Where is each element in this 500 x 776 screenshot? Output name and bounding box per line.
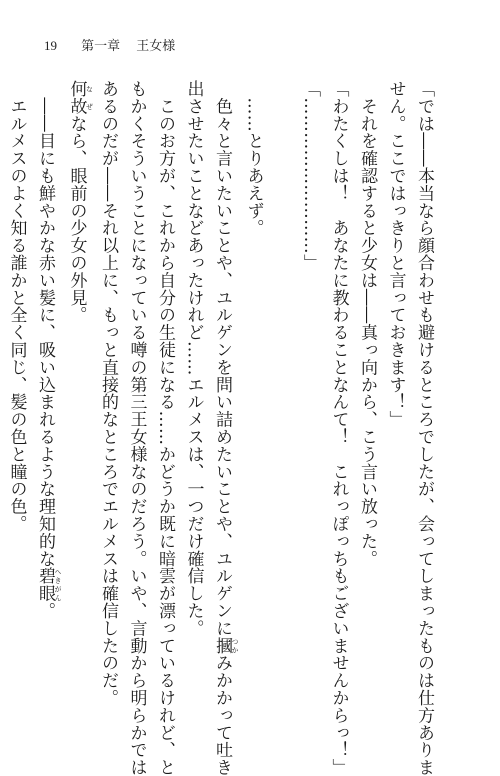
text-line: 「では――本当なら顔合わせも避けるところでしたが、会ってしまったものは仕方ありま xyxy=(414,80,434,776)
ruby-word xyxy=(212,636,239,655)
text-line xyxy=(0,80,2,670)
ruby-base: 摑 xyxy=(212,636,232,655)
text-span: ――目にも鮮やかな赤い髪に、吸い込まれるような理知的な xyxy=(35,80,55,568)
text-line-with-ruby xyxy=(208,80,240,776)
ruby-reading: へきがん xyxy=(54,567,62,602)
page-number: 19 xyxy=(44,38,57,53)
text-span: 色々と言いたいことや、ユルゲンを問い詰めたいことや、ユルゲンに xyxy=(212,80,232,637)
text-line: もかくそういうことになっている噂の第三王女様なのだろう。いや、言動から明らかでは xyxy=(126,80,147,776)
text-line: せん。ここではっきりと言っておきます！」 xyxy=(385,80,406,428)
running-header xyxy=(44,36,175,56)
text-line: エルメスのよく知る誰かと全く同じ、髪の色と瞳の色。 xyxy=(6,80,27,533)
text-span: なら、眼前の少女の外見。 xyxy=(66,114,87,324)
text-line: 「………………………」 xyxy=(300,80,320,272)
ruby-word xyxy=(66,80,94,115)
text-line-with-ruby xyxy=(62,80,94,670)
text-line: 出させたいことなどあったけれど……エルメスは、一つだけ確信した。 xyxy=(183,80,204,637)
text-line: それを確認すると少女は――真っ向から、こう言い放った。 xyxy=(357,80,377,568)
text-line: ……とりあえず。 xyxy=(243,80,264,237)
text-span: みかかって吐き xyxy=(212,654,232,776)
vertical-body-text xyxy=(0,80,438,776)
chapter-label: 第一章 xyxy=(81,39,121,54)
text-line: あるのだが――それ以上に、もっと直接的なところでエルメスは確信したのだ。 xyxy=(98,80,118,707)
ruby-base: 碧眼 xyxy=(35,567,55,603)
ruby-reading: つか xyxy=(231,636,239,655)
text-line: このお方が、これから自分の生徒になる……かどうか既に暗雲が漂っているけれど、と xyxy=(155,80,175,776)
ruby-base: 何故 xyxy=(66,80,87,115)
blank-line xyxy=(268,80,296,670)
text-line-with-ruby xyxy=(31,80,63,670)
ruby-word xyxy=(35,567,62,603)
chapter-title: 王女様 xyxy=(136,39,176,54)
ruby-reading: なぜ xyxy=(85,80,94,115)
text-span: 。 xyxy=(35,602,55,620)
text-line: 「わたくしは！ あなたに教わることなんて！ これっぽっちもございませんからっ！」 xyxy=(328,80,349,776)
